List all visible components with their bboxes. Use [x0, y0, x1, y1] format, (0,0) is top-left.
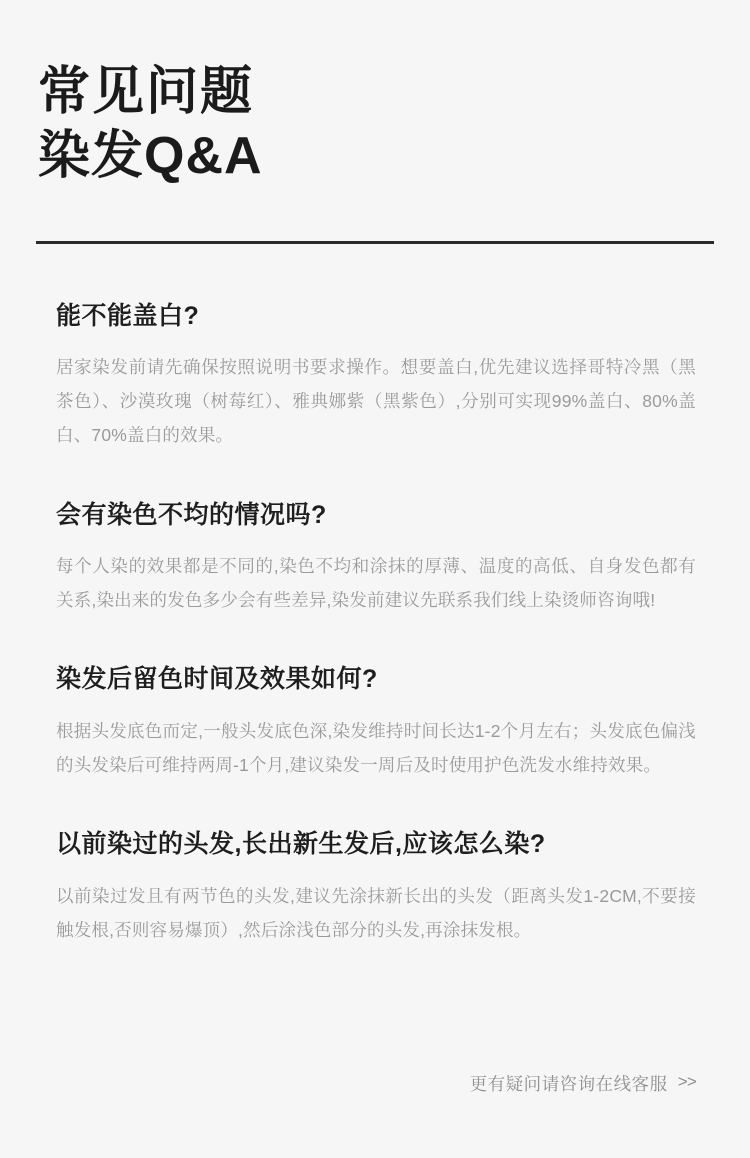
- faq-item: [56, 300, 696, 453]
- page-header: [0, 0, 750, 187]
- header-divider: [36, 241, 714, 244]
- faq-item: [56, 828, 696, 947]
- faq-answer: 根据头发底色而定,一般头发底色深,染发维持时间长达1-2个月左右；头发底色偏浅的头发染后可维持两周-1个月,建议染发一周后及时使用护色洗发水维持效果。: [56, 720, 696, 775]
- faq-list: [0, 300, 750, 947]
- double-chevron-right-icon: >>: [677, 1074, 696, 1093]
- contact-support-label: 更有疑问请咨询在线客服: [469, 1074, 668, 1094]
- faq-question: 能不能盖白?: [56, 301, 200, 330]
- faq-question: 会有染色不均的情况吗?: [56, 500, 327, 529]
- faq-item: [56, 499, 696, 618]
- faq-question: 染发后留色时间及效果如何?: [56, 665, 378, 694]
- faq-item: [56, 663, 696, 782]
- faq-answer: 以前染过发且有两节色的头发,建议先涂抹新长出的头发（距离头发1-2CM,不要接触发根,否则容易爆顶）,然后涂浅色部分的头发,再涂抹发根。: [56, 885, 696, 940]
- faq-question: 以前染过的头发,长出新生发后,应该怎么染?: [56, 830, 546, 858]
- faq-answer: 居家染发前请先确保按照说明书要求操作。想要盖白,优先建议选择哥特冷黑（黑茶色）、沙漠玫瑰（树莓红）、雅典娜紫（黑紫色）,分别可实现99%盖白、80%盖白、70%盖白的效果。: [56, 357, 696, 446]
- page-subtitle: 染发Q&A: [38, 127, 263, 186]
- contact-support-link[interactable]: [470, 1071, 696, 1096]
- faq-answer: 每个人染的效果都是不同的,染色不均和涂抹的厚薄、温度的高低、自身发色都有关系,染出来的发色多少会有些差异,染发前建议先联系我们线上染烫师咨询哦!: [56, 556, 696, 611]
- page-title: 常见问题: [38, 63, 255, 121]
